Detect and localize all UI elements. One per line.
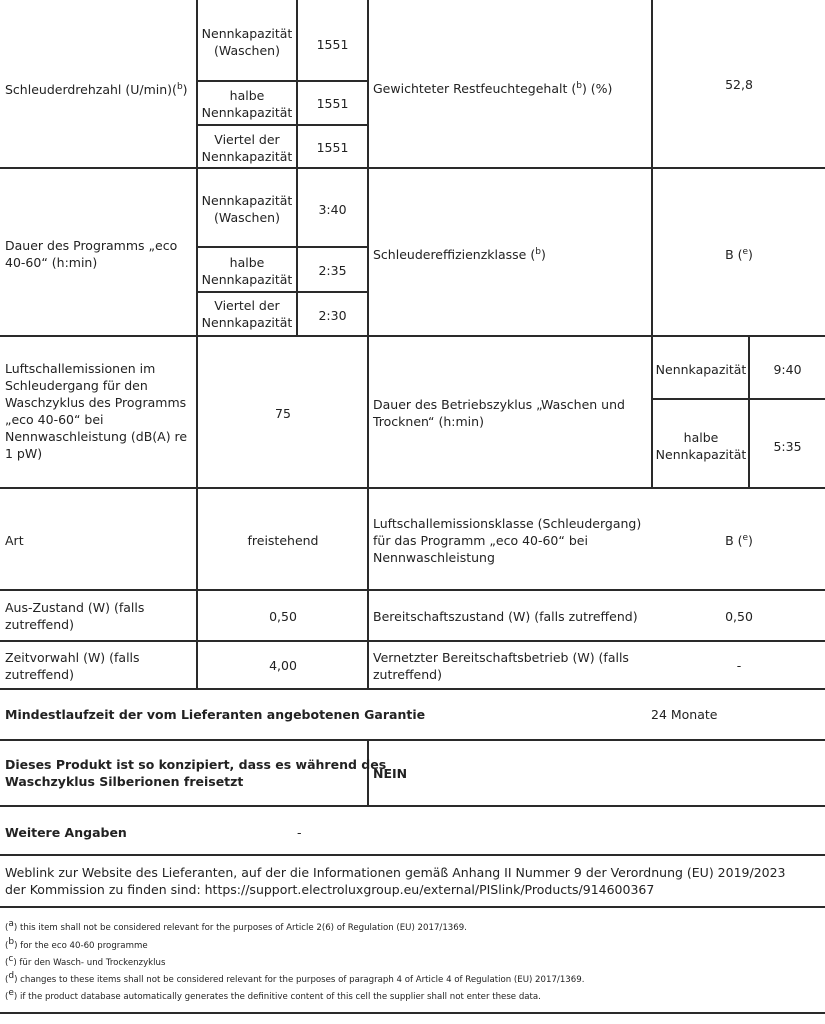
spin-efficiency-class-label: Schleudereffizienzklasse ($^b$) [373, 246, 546, 262]
type-value: freistehend [247, 533, 319, 548]
spin-half-capacity-label: halbe Nennkapazität [201, 88, 293, 120]
grid-line [0, 739, 825, 741]
off-mode-label: Aus-Zustand (W) (falls zutreffend) [5, 600, 145, 632]
spin-rated-capacity-value: 1551 [316, 37, 349, 52]
residual-moisture-value: 52,8 [725, 77, 753, 92]
footnote-d: ($^d$) changes to these items shall not be considered relevant for the purposes of paragraph 4 of Article 4 of Regulation (EU) 2017/1369. [5, 971, 585, 985]
cycle-rated-capacity-value: 9:40 [773, 362, 802, 377]
spin-rated-capacity-label: Nennkapazität (Waschen) [201, 26, 293, 58]
standby-mode-value: 0,50 [725, 609, 753, 624]
grid-line [0, 906, 825, 908]
spin-quarter-capacity-value: 1551 [316, 140, 349, 155]
supplier-weblink-text: Weblink zur Website des Lieferanten, auf der die Informationen gemäß Anhang II Nummer 9 der Verordnung (EU) 2019/2023 der Kommission zu finden sind: https://support.electroluxgroup.eu/external/PISlink/Products/914600367 [5, 865, 786, 897]
noise-class-value: B ($^e$) [725, 532, 753, 548]
duration-rated-capacity-value: 3:40 [318, 202, 347, 217]
residual-moisture-label: Gewichteter Restfeuchtegehalt ($^b$) (%) [373, 80, 613, 96]
grid-line [0, 589, 825, 591]
off-mode-value: 0,50 [269, 609, 297, 624]
duration-quarter-capacity-label: Viertel der Nennkapazität [201, 298, 293, 330]
duration-half-capacity-value: 2:35 [318, 263, 347, 278]
standby-mode-label: Bereitschaftszustand (W) (falls zutreffend) [373, 609, 638, 624]
cycle-rated-capacity-label: Nennkapazität [655, 362, 747, 377]
grid-line [0, 688, 825, 690]
grid-line [748, 337, 750, 487]
further-info-value: - [297, 825, 302, 840]
silver-ions-value: NEIN [373, 766, 408, 781]
grid-line [0, 1012, 825, 1014]
grid-line [0, 167, 825, 169]
guarantee-value: 24 Monate [651, 707, 718, 722]
grid-line [0, 487, 825, 489]
duration-rated-capacity-label: Nennkapazität (Waschen) [201, 193, 293, 225]
noise-class-label: Luftschallemissionsklasse (Schleudergang) für das Programm „eco 40-60“ bei Nennwaschleistung [373, 516, 642, 565]
footnote-c: ($^c$) für den Wasch- und Trockenzyklus [5, 954, 166, 968]
cycle-half-capacity-label: halbe Nennkapazität [655, 430, 747, 462]
duration-quarter-capacity-value: 2:30 [318, 308, 347, 323]
grid-line [367, 0, 369, 690]
type-label: Art [5, 533, 24, 548]
networked-standby-label: Vernetzter Bereitschaftsbetrieb (W) (falls zutreffend) [373, 650, 629, 682]
noise-emission-value: 75 [275, 406, 291, 421]
grid-line [0, 640, 825, 642]
grid-line [651, 398, 825, 400]
grid-line [0, 854, 825, 856]
grid-line [196, 291, 369, 293]
grid-line [651, 337, 653, 487]
further-info-label: Weitere Angaben [5, 825, 127, 840]
noise-emission-label: Luftschallemissionen im Schleudergang für den Waschzyklus des Programms „eco 40-60“ bei Nennwaschleistung (dB(A) re 1 pW) [5, 361, 188, 461]
grid-line [196, 80, 369, 82]
delay-start-label: Zeitvorwahl (W) (falls zutreffend) [5, 650, 140, 682]
cycle-half-capacity-value: 5:35 [773, 439, 802, 454]
duration-half-capacity-label: halbe Nennkapazität [201, 255, 293, 287]
grid-line [196, 246, 369, 248]
footnote-b: ($^b$) for the eco 40-60 programme [5, 937, 148, 951]
footnote-a: ($^a$) this item shall not be considered relevant for the purposes of Article 2(6) of Regulation (EU) 2017/1369. [5, 919, 467, 933]
programme-duration-label: Dauer des Programms „eco 40-60“ (h:min) [5, 238, 178, 270]
silver-ions-label: Dieses Produkt ist so konzipiert, dass es während des Waschzyklus Silberionen freisetzt [5, 757, 387, 789]
footnote-e: ($^e$) if the product database automatically generates the definitive content of this cell the supplier shall not enter these data. [5, 988, 541, 1002]
spin-efficiency-class-value: B ($^e$) [725, 246, 753, 262]
spin-speed-label: Schleuderdrehzahl (U/min)($^b$) [5, 81, 188, 97]
delay-start-value: 4,00 [269, 658, 297, 673]
grid-line [0, 805, 825, 807]
grid-line [196, 124, 369, 126]
grid-line [0, 335, 825, 337]
wash-dry-cycle-duration-label: Dauer des Betriebszyklus „Waschen und Trocknen“ (h:min) [373, 397, 625, 429]
spin-half-capacity-value: 1551 [316, 96, 349, 111]
guarantee-label: Mindestlaufzeit der vom Lieferanten angebotenen Garantie [5, 707, 426, 722]
networked-standby-value: - [736, 658, 742, 673]
spin-quarter-capacity-label: Viertel der Nennkapazität [201, 132, 293, 164]
